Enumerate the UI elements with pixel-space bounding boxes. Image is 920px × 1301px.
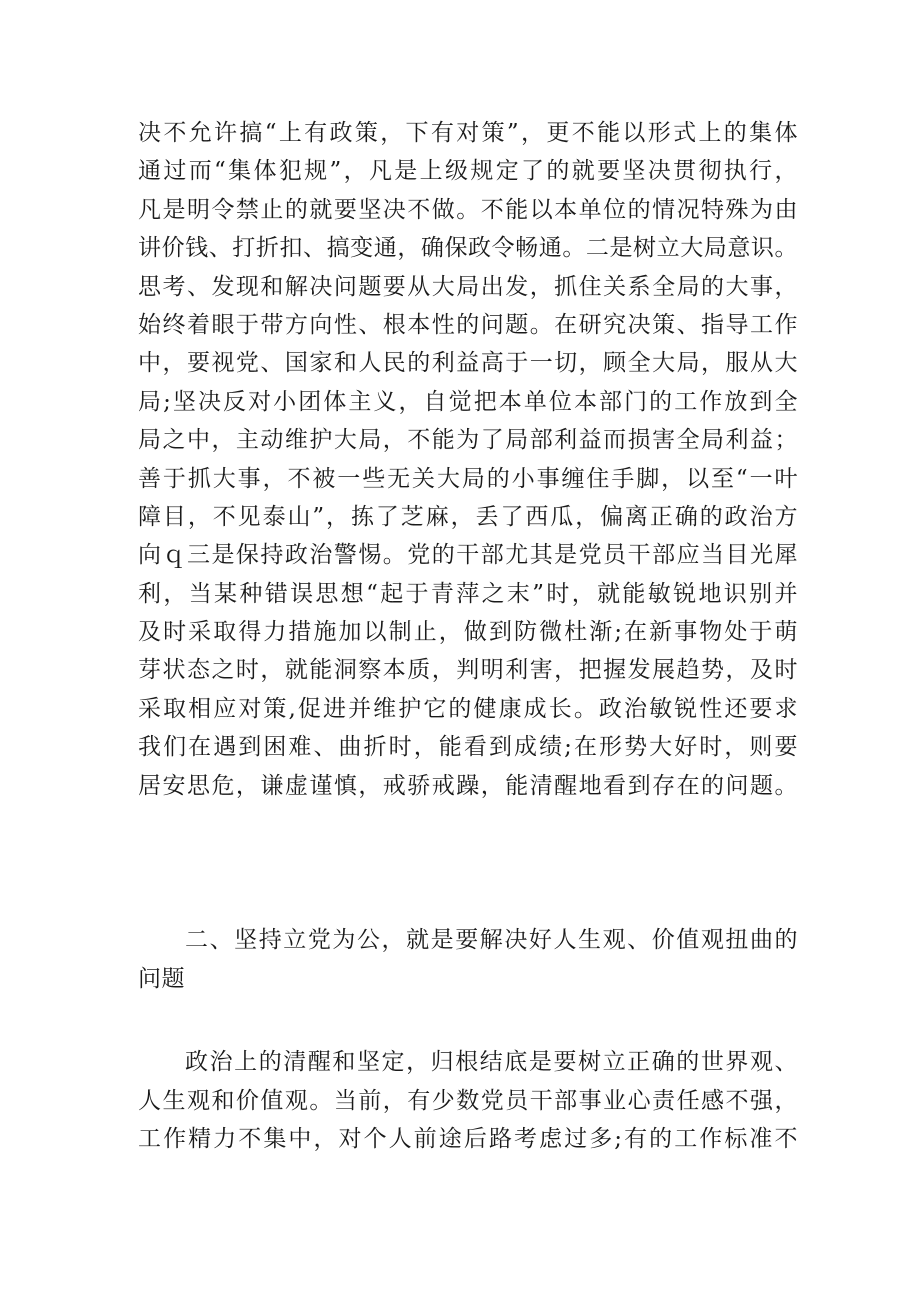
text-line: 决不允许搞“上有政策，下有对策”，更不能以形式上的集体 — [138, 120, 798, 146]
text-line: 中，要视党、国家和人民的利益高于一切，顾全大局，服从大 — [138, 350, 798, 377]
text-line: 采取相应对策,促进并维护它的健康成长。政治敏锐性还要求 — [138, 695, 798, 722]
text-line: 障目，不见泰山”，拣了芝麻，丢了西瓜，偏离正确的政治方 — [138, 503, 798, 530]
text-line: 及时采取得力措施加以制止，做到防微杜渐;在新事物处于萌 — [138, 619, 798, 646]
text-line: 讲价钱、打折扣、搞变通，确保政令畅通。二是树立大局意识。 — [138, 235, 798, 262]
text-line: 始终着眼于带方向性、根本性的问题。在研究决策、指导工作 — [138, 311, 798, 338]
body-paragraph — [138, 1043, 798, 1159]
text-line: 居安思危，谦虚谨慎，戒骄戒躁，能清醒地看到存在的问题。 — [138, 772, 798, 799]
text-line: 局之中，主动维护大局，不能为了局部利益而损害全局利益； — [138, 427, 798, 454]
text-line: 政治上的清醒和坚定，归根结底是要树立正确的世界观、 — [185, 1049, 798, 1075]
text-line: 人生观和价值观。当前，有少数党员干部事业心责任感不强， — [138, 1087, 798, 1114]
heading-line: 问题 — [138, 965, 185, 992]
heading-line: 二、坚持立党为公，就是要解决好人生观、价值观扭曲的 — [185, 927, 798, 953]
text-line: 芽状态之时，就能洞察本质，判明利害，把握发展趋势，及时 — [138, 657, 798, 684]
text-line: 我们在遇到困难、曲折时，能看到成绩;在形势大好时，则要 — [138, 734, 798, 761]
section-heading — [138, 921, 798, 998]
text-line: 局;坚决反对小团体主义，自觉把本单位本部门的工作放到全 — [138, 388, 798, 415]
body-paragraph — [138, 114, 798, 805]
text-line: 通过而“集体犯规”，凡是上级规定了的就要坚决贯彻执行， — [138, 158, 798, 185]
text-line: 思考、发现和解决问题要从大局出发，抓住关系全局的大事， — [138, 273, 798, 300]
text-line: 善于抓大事，不被一些无关大局的小事缠住手脚，以至“一叶 — [138, 465, 798, 492]
text-line: 凡是明令禁止的就要坚决不做。不能以本单位的情况特殊为由 — [138, 196, 798, 223]
text-line: 向ｑ三是保持政治警惕。党的干部尤其是党员干部应当目光犀 — [138, 542, 798, 569]
text-line: 工作精力不集中，对个人前途后路考虑过多;有的工作标准不 — [138, 1126, 798, 1153]
text-line: 利，当某种错误思想“起于青萍之末”时，就能敏锐地识别并 — [138, 580, 798, 607]
